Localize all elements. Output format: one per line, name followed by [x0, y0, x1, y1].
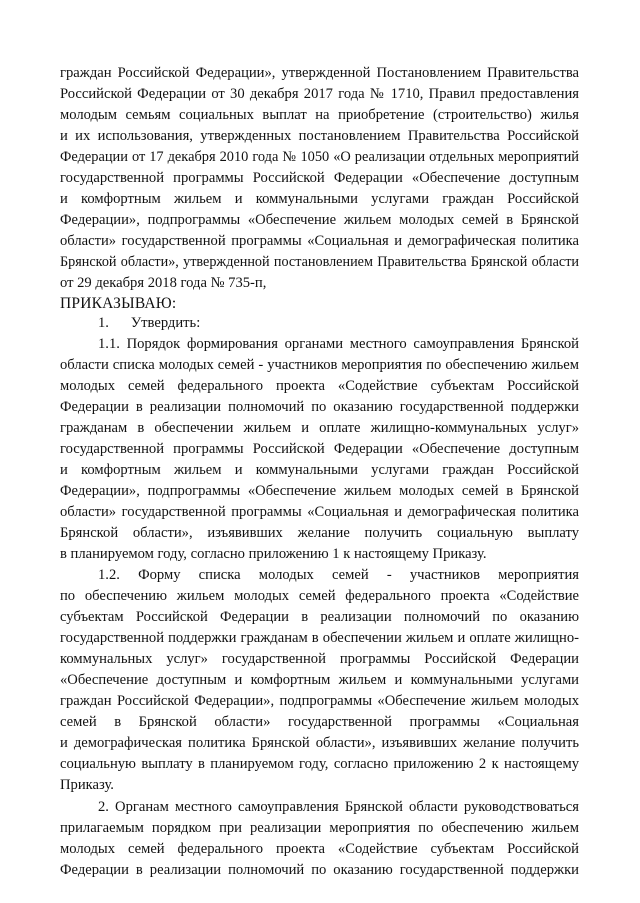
- text-line: и демографическая политика Брянской области», изъявивших желание получить: [60, 735, 579, 751]
- text-line: Федерации», подпрограммы «Обеспечение жильем молодых семей в Брянской: [60, 483, 579, 499]
- text-line: «Обеспечение доступным и комфортным жильем и коммунальными услугами: [60, 672, 579, 688]
- text-line: по обеспечению жильем молодых семей федерального проекта «Содействие: [60, 588, 579, 604]
- text-line: области» государственной программы «Социальная и демографическая политика: [60, 504, 579, 520]
- text-line: социальную выплату в планируемом году, согласно приложению 2 к настоящему: [60, 756, 579, 772]
- text-line: субъектам Российской Федерации в реализации полномочий по оказанию: [60, 609, 579, 625]
- text-line: области списка молодых семей - участников мероприятия по обеспечению жильем: [60, 357, 579, 373]
- text-line: государственной программы Российской Федерации «Обеспечение доступным: [60, 441, 579, 457]
- text-line: молодых семей федерального проекта «Содействие субъектам Российской: [60, 378, 579, 394]
- text-line: прилагаемым порядком при реализации мероприятия по обеспечению жильем: [60, 820, 579, 836]
- item-1-heading: 1. Утвердить:: [98, 315, 201, 331]
- text-line: Федерации в реализации полномочий по оказанию государственной поддержки: [60, 862, 579, 878]
- text-line: граждан Российской Федерации», утвержденной Постановлением Правительства: [60, 65, 579, 81]
- text-line: и комфортным жильем и коммунальными услугами граждан Российской: [60, 191, 579, 207]
- text-line: государственной программы Российской Федерации «Обеспечение доступным: [60, 170, 579, 186]
- text-line: 1.2. Форму списка молодых семей - участников мероприятия: [98, 567, 579, 583]
- text-line: 1.1. Порядок формирования органами местного самоуправления Брянской: [98, 336, 579, 352]
- text-line: молодых семей федерального проекта «Содействие субъектам Российской: [60, 841, 579, 857]
- text-line: 2. Органам местного самоуправления Брянской области руководствоваться: [98, 799, 579, 815]
- text-line: и комфортным жильем и коммунальными услугами граждан Российской: [60, 462, 579, 478]
- text-line: Приказу.: [60, 777, 114, 793]
- text-line: Российской Федерации от 30 декабря 2017 года № 1710, Правил предоставления: [60, 86, 579, 102]
- text-line: граждан Российской Федерации», подпрограммы «Обеспечение жильем молодых: [60, 693, 579, 709]
- text-line: в планируемом году, согласно приложению 1 к настоящему Приказу.: [60, 546, 487, 562]
- text-line: семей в Брянской области» государственной программы «Социальная: [60, 714, 579, 730]
- text-line: гражданам в обеспечении жильем и оплате жилищно-коммунальных услуг»: [60, 420, 579, 436]
- text-line: Брянской области», изъявивших желание получить социальную выплату: [60, 525, 579, 541]
- text-line: коммунальных услуг» государственной программы Российской Федерации: [60, 651, 579, 667]
- text-line: Федерации», подпрограммы «Обеспечение жильем молодых семей в Брянской: [60, 212, 579, 228]
- text-line: области» государственной программы «Социальная и демографическая политика: [60, 233, 579, 249]
- text-line: молодым семьям социальных выплат на приобретение (строительство) жилья: [60, 107, 579, 123]
- order-heading: ПРИКАЗЫВАЮ:: [60, 295, 177, 312]
- text-line: Брянской области», утвержденной постановлением Правительства Брянской области: [60, 254, 579, 270]
- text-line: от 29 декабря 2018 года № 735-п,: [60, 275, 267, 291]
- text-line: и их использования, утвержденных постановлением Правительства Российской: [60, 128, 579, 144]
- text-line: государственной поддержки гражданам в обеспечении жильем и оплате жилищно-: [60, 630, 579, 646]
- text-line: Федерации в реализации полномочий по оказанию государственной поддержки: [60, 399, 579, 415]
- text-line: Федерации от 17 декабря 2010 года № 1050 «О реализации отдельных мероприятий: [60, 149, 579, 165]
